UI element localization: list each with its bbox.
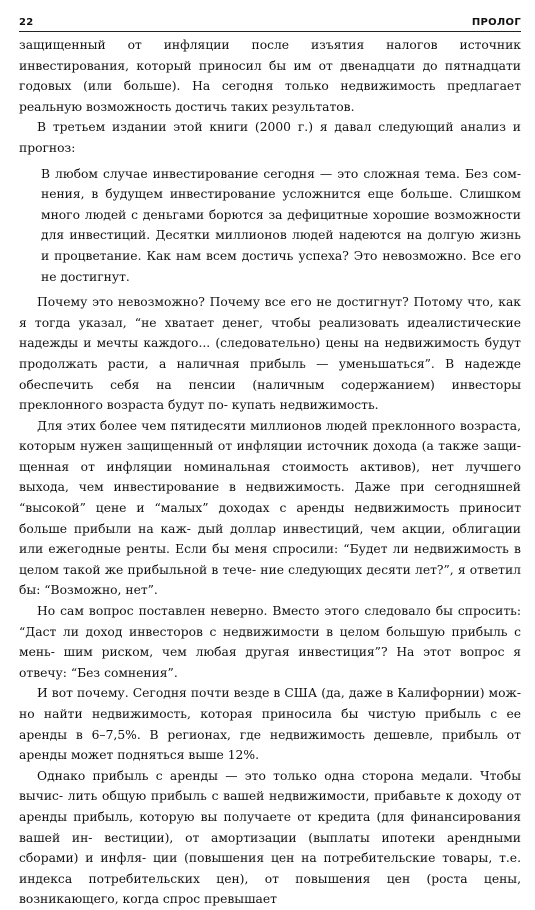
paragraph-wrong-question: Но сам вопрос поставлен неверно. Вместо этого следовало бы спросить: “Даст ли доход инвесторов с недвижимости в целом большую прибыль с мень- шим риском, чем любая другая инвестиция”? На этот вопрос я отвечу: “Без сомнения”. — [19, 604, 521, 680]
body-text — [19, 35, 521, 910]
paragraph-total-return: Однако прибыль с аренды — это только одна сторона медали. Чтобы вычис- лить общую прибыль с вашей недвижимости, прибавьте к доходу от аренды прибыль, которую вы получаете от кредита (для финансирования вашей ин- вестиции), от амортизации (выплаты ипотеки арендными сборами) и инфля- ции (повышения цен на потребительские товары, т.е. индекса потребительских цен), от повышения цен (роста цены, возникающего, когда спрос превышает — [19, 768, 521, 907]
paragraph-continued: защищенный от инфляции после изъятия налогов источник инвестирования, который приносил бы им от двенадцати до пятнадцати годовых (или больше). На сегодня только недвижимость предлагает реальную возможность достичь таких результатов. — [19, 38, 522, 114]
block-quote: В любом случае инвестирование сегодня — это сложная тема. Без сом- нения, в будущем инвестирование усложнится еще больше. Слишком много людей с деньгами борются за дефицитные хорошие возможности для инвестиций. Десятки миллионов людей надеются на долгую жизнь и процветание. Как нам всем достичь успеха? Это невозможно. Все его не достигнут. — [41, 166, 521, 284]
running-header — [19, 8, 521, 32]
paragraph-intro-quote: В третьем издании этой книги (2000 г.) я давал следующий анализ и прогноз: — [19, 120, 521, 155]
paragraph-rental-yield: И вот почему. Сегодня почти везде в США (да, даже в Калифорнии) мож- но найти недвижимость, которая приносила бы чистую прибыль с ее аренды в 6–7,5%. В регионах, где недвижимость дешевле, прибыль от аренды может подняться выше 12%. — [19, 686, 521, 763]
paragraph-older-investors: Для этих более чем пятидесяти миллионов людей преклонного возраста, которым нужен защищенный от инфляции источник дохода (а также защи- щенная от инфляции номинальная стоимость активов), нет лучшего выхода, чем инвестирование в недвижимость. Даже при сегодняшней “высокой” цене и “малых” доходах с аренды недвижимость приносит больше прибыли на каж- дый доллар инвестиций, чем акции, облигации или ежегодные ренты. Если бы меня спросили: “Будет ли недвижимость в целом такой же прибыльной в тече- ние следующих десяти лет?”, я ответил бы: “Возможно, нет”. — [19, 418, 521, 598]
section-title: ПРОЛОГ — [471, 17, 521, 28]
paragraph-why-impossible: Почему это невозможно? Почему все его не достигнут? Потому что, как я тогда указал, “не хватает денег, чтобы реализовать идеалистические надежды и мечты каждого... (следовательно) цены на недвижимость будут продолжать расти, а наличная прибыль — уменьшаться”. В надежде обеспечить себя на пенсии (наличным содержанием) инвесторы преклонного возраста будут по- купать недвижимость. — [19, 295, 521, 413]
page-number: 22 — [19, 17, 34, 28]
